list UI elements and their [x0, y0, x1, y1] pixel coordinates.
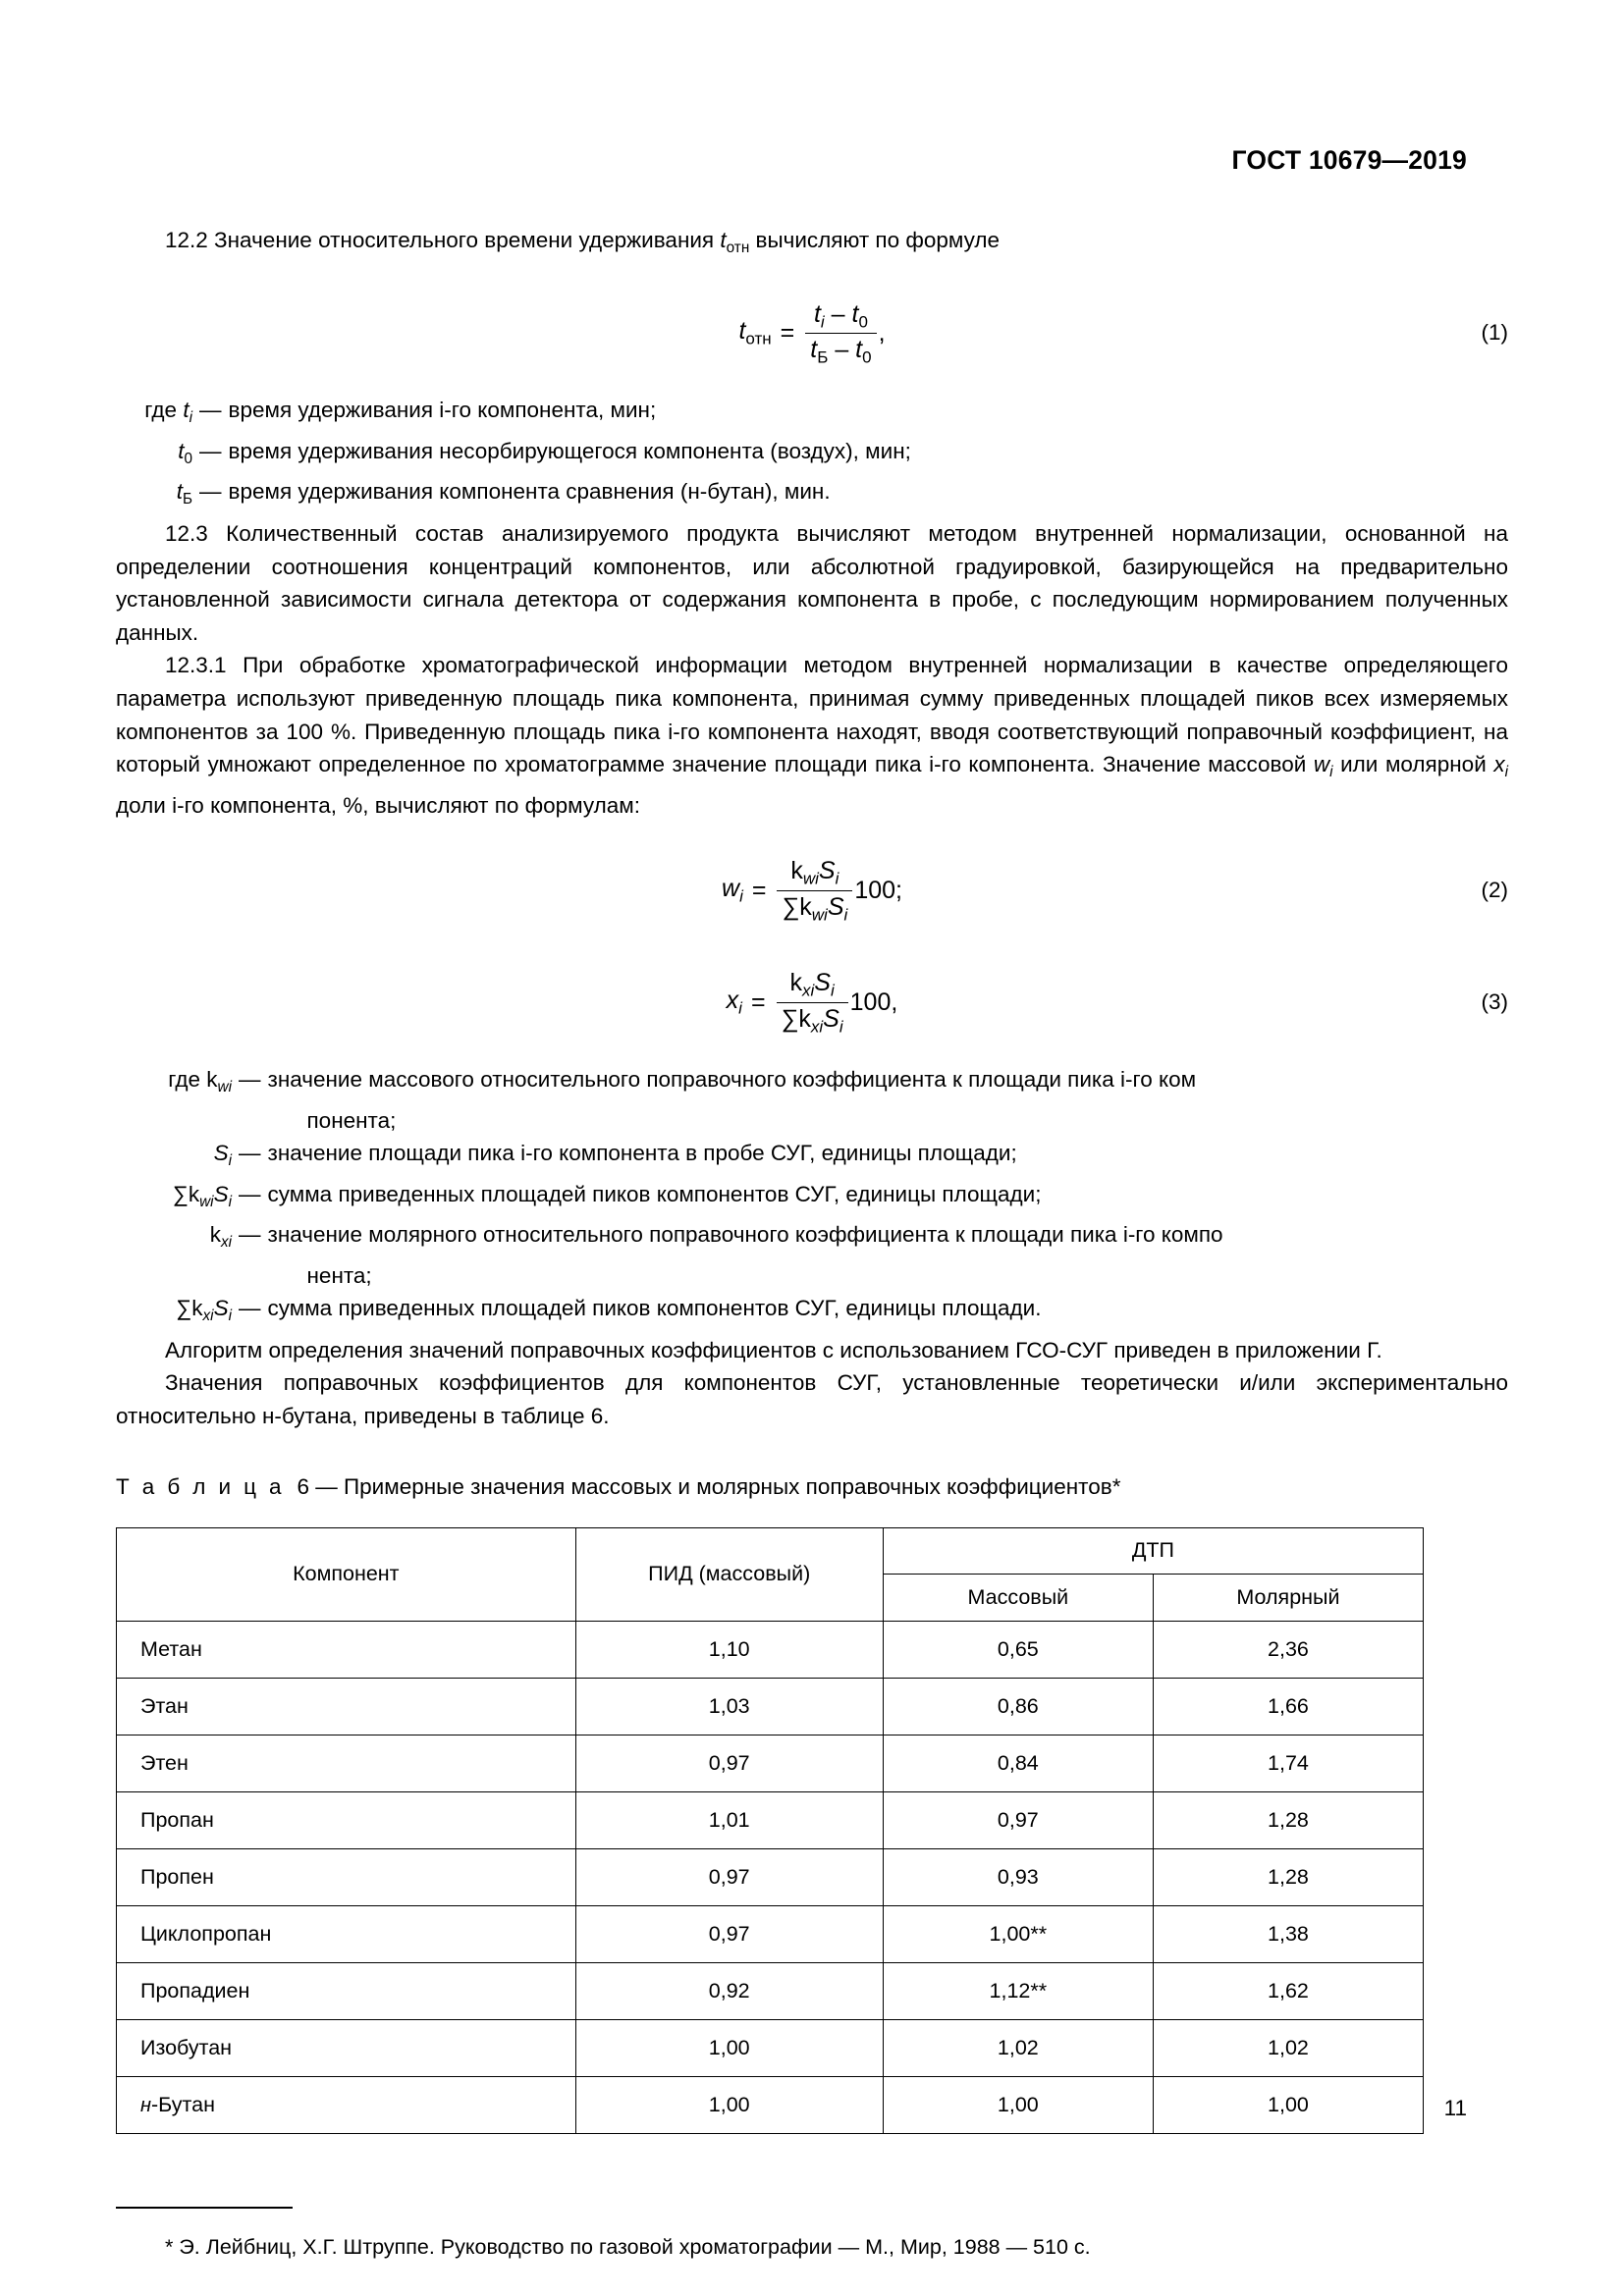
- cell-tcd-mass: 1,02: [883, 2019, 1153, 2076]
- defs2-text-4: сумма приведенных площадей пиков компонентов СУГ, единицы площади.: [267, 1296, 1042, 1321]
- cell-component: Циклопропан: [117, 1905, 576, 1962]
- table-header-fid: ПИД (массовый): [575, 1527, 883, 1621]
- defs1-lead: где: [144, 398, 178, 423]
- defs2-sym-4: ∑k: [176, 1296, 203, 1321]
- defs1-dash-0: —: [199, 398, 222, 423]
- cell-tcd-molar: 1,74: [1153, 1735, 1423, 1791]
- defs2-text-1: значение площади пика i-го компонента в пробе СУГ, единицы площади;: [267, 1141, 1017, 1166]
- table-6-caption-label: Т а б л и ц а: [116, 1473, 285, 1499]
- formula-1-den-t1-sub: Б: [817, 347, 829, 367]
- formula-3: [727, 969, 898, 1036]
- table-6-wrapper: [116, 1527, 1508, 2134]
- cell-tcd-molar: 1,02: [1153, 2019, 1423, 2076]
- cell-fid: 0,97: [575, 1735, 883, 1791]
- defs1-dash-1: —: [199, 438, 222, 463]
- formula-1-equals: =: [780, 318, 795, 347]
- table-header-row-1: [117, 1527, 1424, 1575]
- formula-3-equals: =: [750, 988, 766, 1016]
- defs1-text-2: время удерживания компонента сравнения (н-бутан), мин.: [228, 479, 831, 505]
- table-row: [117, 1848, 1424, 1905]
- definition-row: [116, 1292, 1508, 1332]
- defs2-sym-1: S: [213, 1141, 229, 1166]
- cell-tcd-mass: 1,12**: [883, 1962, 1153, 2019]
- definitions-list-1: [116, 394, 1508, 515]
- definition-row: [116, 394, 1508, 434]
- formula-2-denominator: [777, 890, 852, 924]
- defs2-sub2-4: i: [228, 1308, 232, 1325]
- clause-12-2-text-before: 12.2 Значение относительного времени удерживания: [165, 228, 721, 252]
- defs1-text-1: время удерживания несорбирующегося компонента (воздух), мин;: [228, 438, 911, 463]
- definition-row-continuation: [116, 1259, 1508, 1293]
- cell-component: Этен: [117, 1735, 576, 1791]
- definition-row: [116, 1137, 1508, 1177]
- formula-3-row: [116, 957, 1508, 1047]
- cell-tcd-molar: 1,66: [1153, 1678, 1423, 1735]
- cell-fid: 1,03: [575, 1678, 883, 1735]
- clause-12-3-1: [116, 649, 1508, 822]
- definition-row: [116, 1218, 1508, 1258]
- formula-2-den-s-sub: i: [843, 905, 848, 925]
- formula-3-den-s-sub: i: [839, 1017, 843, 1037]
- defs2-sym2-4: S: [213, 1296, 229, 1321]
- cell-tcd-molar: 1,62: [1153, 1962, 1423, 2019]
- paragraph-coefficient-values: Значения поправочных коэффициентов для компонентов СУГ, установленные теоретически и/или экспериментально относительно н-бутана, приведены в таблице 6.: [116, 1370, 1508, 1428]
- formula-1-numerator: [809, 300, 873, 333]
- table-header-tcd: ДТП: [883, 1527, 1423, 1575]
- formula-3-num-s: S: [814, 969, 831, 997]
- clause-12-2: [116, 224, 1508, 264]
- formula-1-number: (1): [1481, 320, 1508, 346]
- clause-12-2-text-after: вычисляют по формуле: [749, 228, 1001, 252]
- cell-tcd-mass: 0,93: [883, 1848, 1153, 1905]
- cell-component: Метан: [117, 1621, 576, 1678]
- defs1-sub-2: Б: [182, 491, 192, 508]
- formula-1-fraction: [805, 300, 876, 367]
- defs2-sub-3: xi: [220, 1234, 232, 1252]
- cell-component: Этан: [117, 1678, 576, 1735]
- defs1-sym-2: t: [176, 479, 183, 505]
- formula-2-lhs: w: [722, 874, 740, 902]
- table-6-caption-number: 6: [297, 1473, 309, 1499]
- clause-12-3-1-w: w: [1313, 752, 1330, 777]
- formula-2-num-s: S: [818, 857, 836, 885]
- formula-1-num-t2-sub: 0: [858, 311, 868, 331]
- formula-2-number: (2): [1481, 878, 1508, 903]
- defs1-sub-1: 0: [184, 450, 192, 467]
- defs1-sym-0: t: [183, 398, 189, 423]
- defs2-dash-2: —: [239, 1181, 261, 1206]
- cell-component: Пропен: [117, 1848, 576, 1905]
- formula-3-number: (3): [1481, 989, 1508, 1015]
- formula-2-den-sigma: ∑: [782, 892, 800, 921]
- definitions-list-2: [116, 1063, 1508, 1333]
- defs2-lead: где: [168, 1067, 201, 1093]
- defs1-dash-2: —: [199, 479, 222, 505]
- table-row: [117, 1791, 1424, 1848]
- formula-2-factor: 100;: [854, 876, 902, 904]
- cell-tcd-mass: 0,84: [883, 1735, 1153, 1791]
- formula-1-num-t1-sub: i: [820, 311, 825, 331]
- formula-1-row: [116, 286, 1508, 380]
- formula-3-numerator: [785, 969, 839, 1001]
- table-row: [117, 1905, 1424, 1962]
- cell-tcd-molar: 1,28: [1153, 1848, 1423, 1905]
- defs1-text-0: время удерживания i-го компонента, мин;: [228, 398, 657, 423]
- cell-component: Изобутан: [117, 2019, 576, 2076]
- formula-1-den-t2: t: [855, 335, 863, 363]
- formula-2-num-s-sub: i: [835, 869, 839, 888]
- formula-2-den-k: k: [799, 892, 812, 921]
- defs2-text-0-cont: понента;: [306, 1107, 397, 1133]
- cell-tcd-mass: 1,00: [883, 2076, 1153, 2133]
- formula-3-num-k: k: [789, 969, 802, 997]
- cell-tcd-molar: 2,36: [1153, 1621, 1423, 1678]
- defs2-sub2-2: i: [228, 1193, 232, 1210]
- formula-2-numerator: [785, 857, 843, 889]
- cell-tcd-mass: 0,65: [883, 1621, 1153, 1678]
- defs2-text-2: сумма приведенных площадей пиков компонентов СУГ, единицы площади;: [267, 1181, 1042, 1206]
- defs2-text-0: значение массового относительного поправочного коэффициента к площади пика i-го ком: [267, 1067, 1197, 1093]
- table-6-head: [117, 1527, 1424, 1621]
- formula-2-num-k-sub: wi: [802, 869, 819, 888]
- definition-row-continuation: [116, 1104, 1508, 1138]
- defs2-dash-0: —: [239, 1067, 261, 1093]
- cell-fid: 1,00: [575, 2076, 883, 2133]
- defs2-sym-2: ∑k: [172, 1181, 200, 1206]
- cell-component: н-Бутан: [117, 2076, 576, 2133]
- clause-12-2-symbol-subscript: отн: [726, 239, 750, 256]
- defs2-text-3: значение молярного относительного поправочного коэффициента к площади пика i-го компо: [267, 1222, 1223, 1248]
- table-header-component: Компонент: [117, 1527, 576, 1621]
- clause-12-2-symbol: t: [720, 228, 727, 252]
- definition-row: [116, 1063, 1508, 1103]
- table-row: [117, 2076, 1424, 2133]
- clause-12-3-1-x: x: [1493, 752, 1505, 777]
- formula-1-denominator: [805, 333, 876, 366]
- table-row: [117, 2019, 1424, 2076]
- table-6: [116, 1527, 1424, 2134]
- table-6-caption-text: — Примерные значения массовых и молярных поправочных коэффициентов*: [315, 1473, 1121, 1499]
- defs2-dash-4: —: [239, 1296, 261, 1321]
- page-header-standard-number: ГОСТ 10679—2019: [1231, 145, 1467, 175]
- cell-fid: 0,97: [575, 1848, 883, 1905]
- definition-row: [116, 475, 1508, 515]
- table-6-body: [117, 1621, 1424, 2133]
- formula-2-row: [116, 845, 1508, 935]
- table-row: [117, 1962, 1424, 2019]
- defs2-sym-0: k: [206, 1067, 218, 1093]
- defs2-sym2-2: S: [213, 1181, 229, 1206]
- defs2-dash-1: —: [239, 1141, 261, 1166]
- page-number: 11: [1443, 2096, 1467, 2120]
- cell-fid: 0,92: [575, 1962, 883, 2019]
- defs2-sub-4: xi: [202, 1308, 214, 1325]
- cell-fid: 1,00: [575, 2019, 883, 2076]
- formula-1-den-t1: t: [810, 335, 818, 363]
- formula-2-lhs-subscript: i: [739, 886, 743, 906]
- defs2-sub-1: i: [228, 1152, 232, 1170]
- formula-3-den-sigma: ∑: [781, 1004, 799, 1033]
- table-header-tcd-molar: Молярный: [1153, 1575, 1423, 1622]
- formula-3-num-s-sub: i: [830, 981, 835, 1000]
- formula-3-den-k: k: [798, 1004, 811, 1033]
- formula-1-lhs: t: [738, 317, 746, 346]
- cell-tcd-mass: 0,97: [883, 1791, 1153, 1848]
- formula-2-den-s: S: [827, 892, 844, 921]
- defs1-sym-1: t: [178, 438, 185, 463]
- formula-3-denominator: [777, 1002, 848, 1036]
- clause-12-3-1-x-sub: i: [1504, 763, 1508, 780]
- formula-1-comma: ,: [878, 318, 886, 347]
- formula-3-lhs-subscript: i: [738, 998, 742, 1018]
- cell-component: Пропадиен: [117, 1962, 576, 2019]
- clause-12-3-1-w-sub: i: [1329, 763, 1333, 780]
- footnote-separator-rule: [116, 2207, 293, 2209]
- definition-row: [116, 1178, 1508, 1218]
- table-row: [117, 1678, 1424, 1735]
- formula-2-equals: =: [751, 876, 767, 904]
- formula-3-factor: 100,: [849, 988, 898, 1016]
- formula-2-den-k-sub: wi: [811, 905, 828, 925]
- cell-tcd-mass: 1,00**: [883, 1905, 1153, 1962]
- paragraph-algorithm: Алгоритм определения значений поправочных коэффициентов с использованием ГСО-СУГ приведен в приложении Г.: [165, 1337, 1382, 1362]
- defs2-dash-3: —: [239, 1222, 261, 1248]
- page-content: [116, 224, 1508, 2262]
- formula-2-fraction: [777, 857, 852, 924]
- formula-3-fraction: [777, 969, 848, 1036]
- formula-2: [722, 857, 902, 924]
- cell-tcd-molar: 1,00: [1153, 2076, 1423, 2133]
- cell-tcd-mass: 0,86: [883, 1678, 1153, 1735]
- formula-1-den-t2-sub: 0: [862, 347, 872, 367]
- formula-3-lhs: x: [726, 986, 739, 1014]
- table-header-tcd-mass: Массовый: [883, 1575, 1153, 1622]
- footnote-text: * Э. Лейбниц, Х.Г. Штруппе. Руководство по газовой хроматографии — М., Мир, 1988 — 510 с.: [165, 2234, 1091, 2259]
- formula-1-num-minus: –: [824, 299, 852, 328]
- clause-12-3-1-text-c: доли i-го компонента, %, вычисляют по формулам:: [116, 792, 641, 818]
- cell-fid: 1,01: [575, 1791, 883, 1848]
- defs2-sub-2: wi: [199, 1193, 214, 1210]
- cell-fid: 0,97: [575, 1905, 883, 1962]
- table-row: [117, 1621, 1424, 1678]
- clause-12-3-1-text-b: или молярной: [1332, 752, 1494, 777]
- table-row: [117, 1735, 1424, 1791]
- formula-1-num-t1: t: [813, 299, 821, 328]
- formula-2-num-k: k: [790, 857, 803, 885]
- formula-1: [738, 300, 885, 367]
- formula-1-den-minus: –: [828, 335, 856, 363]
- formula-1-num-t2: t: [851, 299, 859, 328]
- cell-tcd-molar: 1,38: [1153, 1905, 1423, 1962]
- cell-component: Пропан: [117, 1791, 576, 1848]
- clause-12-3: 12.3 Количественный состав анализируемого продукта вычисляют методом внутренней нормализации, основанной на определении соотношения концентраций компонентов, или абсолютной градуировкой, базирующейся на предварительно установленной зависимости сигнала детектора от содержания компонента в пробе, с последующим нормированием полученных данных.: [116, 520, 1508, 645]
- defs2-sym-3: k: [209, 1222, 221, 1248]
- defs2-text-3-cont: нента;: [306, 1262, 372, 1288]
- defs1-sub-0: i: [189, 409, 192, 427]
- defs2-sub-0: wi: [217, 1079, 232, 1096]
- formula-3-den-k-sub: xi: [810, 1017, 824, 1037]
- formula-1-lhs-subscript: отн: [745, 329, 772, 348]
- cell-tcd-molar: 1,28: [1153, 1791, 1423, 1848]
- clause-12-3-1-text-a: 12.3.1 При обработке хроматографической информации методом внутренней нормализации в качестве определяющего параметра используют приведенную площадь пика компонента, принимая сумму приведенных площадей пиков всех измеряемых компонентов за 100 %. Приведенную площадь пика i-го компонента находят, вводя соответствующий поправочный коэффициент, на который умножают определенное по хроматограмме значение площади пика i-го компонента. Значение массовой: [116, 653, 1508, 777]
- formula-3-den-s: S: [823, 1004, 839, 1033]
- table-6-caption: [116, 1472, 1508, 1502]
- cell-fid: 1,10: [575, 1621, 883, 1678]
- formula-3-num-k-sub: xi: [801, 981, 815, 1000]
- definition-row: [116, 435, 1508, 475]
